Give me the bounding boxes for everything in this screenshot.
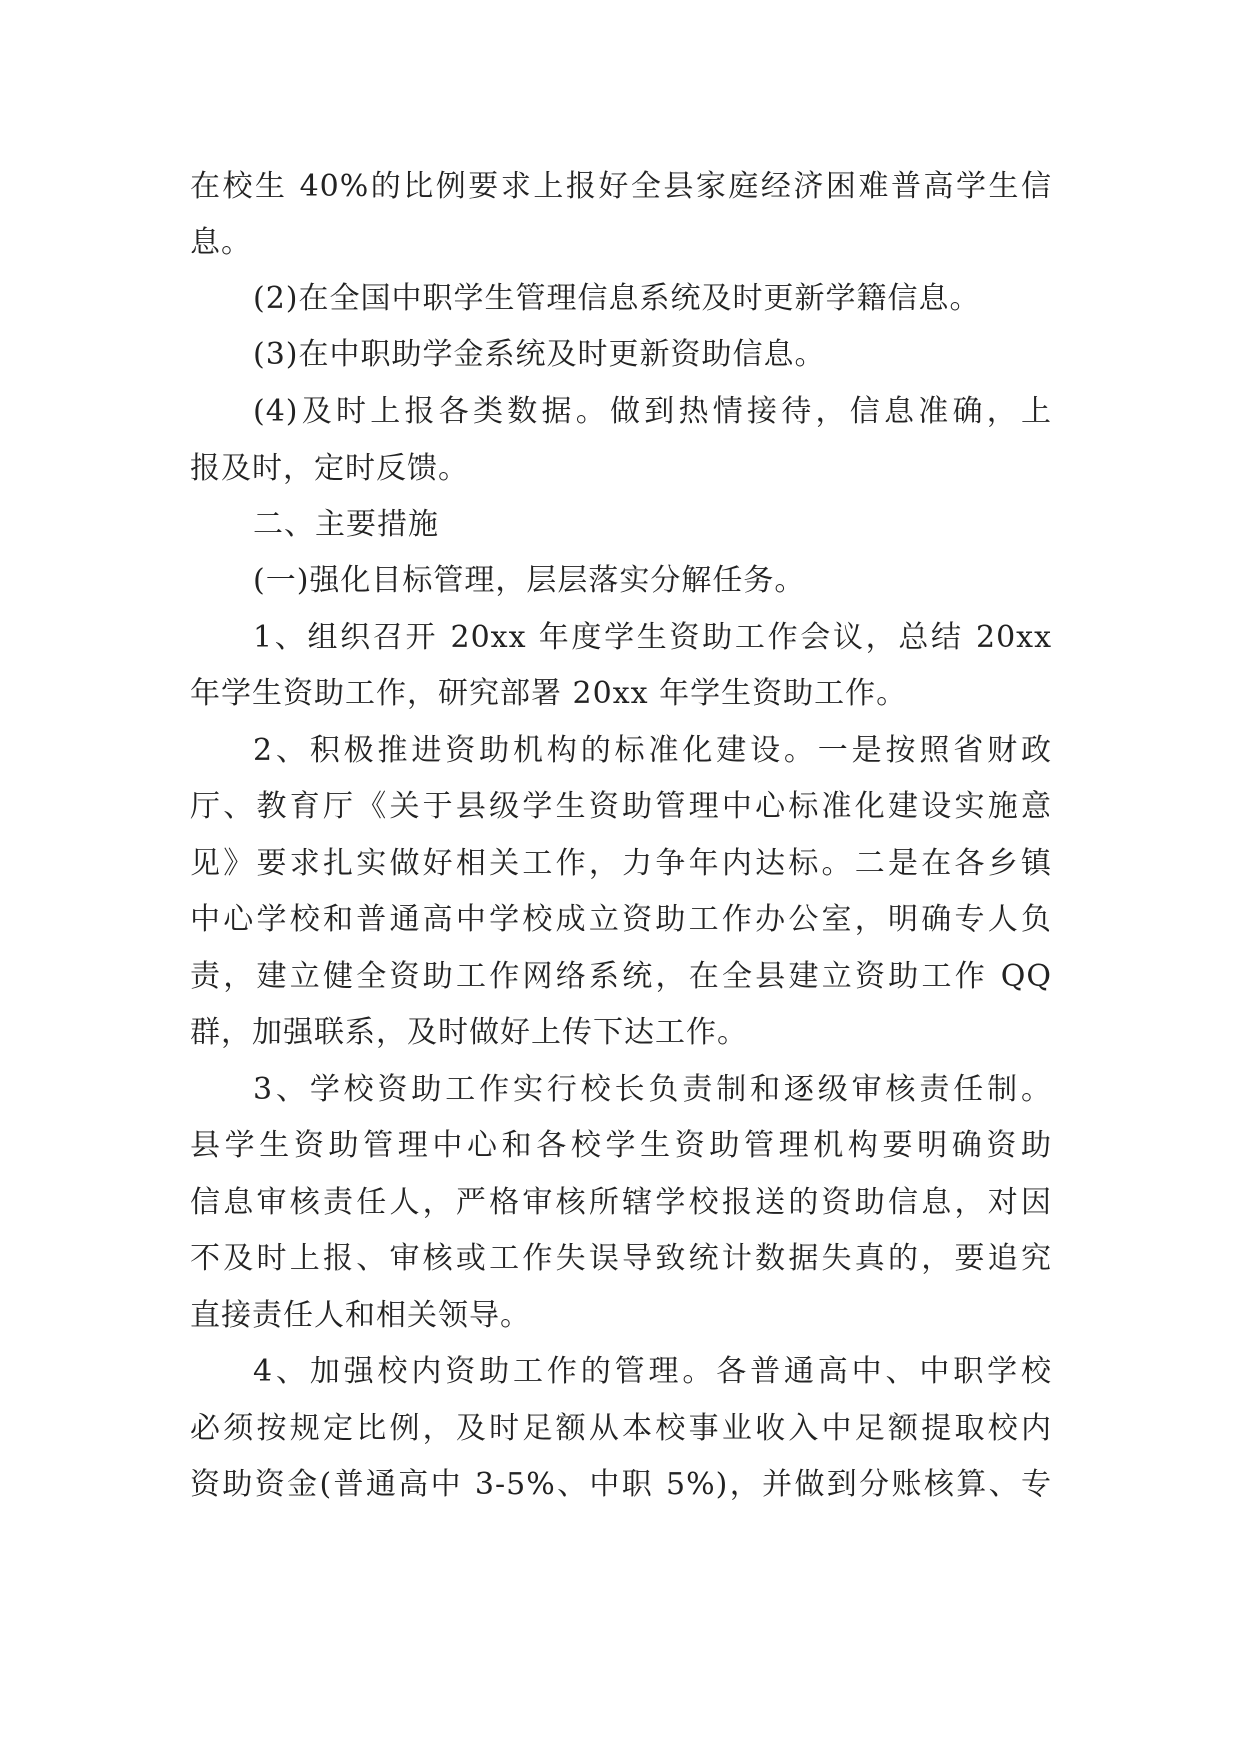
text-line: 见》要求扎实做好相关工作，力争年内达标。二是在各乡镇 <box>190 846 1052 881</box>
text-line: 信息审核责任人，严格审核所辖学校报送的资助信息，对因 <box>190 1185 1052 1220</box>
text-line: 责，建立健全资助工作网络系统，在全县建立资助工作 QQ <box>190 959 1052 994</box>
text-line: (4)及时上报各类数据。做到热情接待，信息准确，上 <box>253 394 1052 429</box>
text-line: 厅、教育厅《关于县级学生资助管理中心标准化建设实施意 <box>190 789 1052 824</box>
text-line: 群，加强联系，及时做好上传下达工作。 <box>190 1015 748 1050</box>
text-line: 报及时，定时反馈。 <box>190 451 469 486</box>
text-line: 中心学校和普通高中学校成立资助工作办公室，明确专人负 <box>190 902 1052 937</box>
text-line: 县学生资助管理中心和各校学生资助管理机构要明确资助 <box>190 1128 1052 1163</box>
text-line: 息。 <box>190 225 252 260</box>
text-line: 资助资金(普通高中 3-5%、中职 5%)，并做到分账核算、专 <box>190 1467 1052 1502</box>
text-line: 必须按规定比例，及时足额从本校事业收入中足额提取校内 <box>190 1411 1052 1446</box>
text-line: (3)在中职助学金系统及时更新资助信息。 <box>253 337 826 372</box>
text-line: (2)在全国中职学生管理信息系统及时更新学籍信息。 <box>253 281 981 316</box>
text-line: 年学生资助工作，研究部署 20xx 年学生资助工作。 <box>190 676 908 711</box>
text-line: 4、加强校内资助工作的管理。各普通高中、中职学校 <box>253 1354 1052 1389</box>
subsection-heading: (一)强化目标管理，层层落实分解任务。 <box>253 563 806 598</box>
section-heading: 二、主要措施 <box>253 507 439 542</box>
text-line: 3、学校资助工作实行校长负责制和逐级审核责任制。 <box>253 1072 1052 1107</box>
text-line: 1、组织召开 20xx 年度学生资助工作会议，总结 20xx <box>253 620 1052 655</box>
text-line: 不及时上报、审核或工作失误导致统计数据失真的，要追究 <box>190 1241 1052 1276</box>
text-line: 直接责任人和相关领导。 <box>190 1298 531 1333</box>
text-line: 在校生 40%的比例要求上报好全县家庭经济困难普高学生信 <box>190 169 1052 204</box>
text-line: 2、积极推进资助机构的标准化建设。一是按照省财政 <box>253 733 1052 768</box>
